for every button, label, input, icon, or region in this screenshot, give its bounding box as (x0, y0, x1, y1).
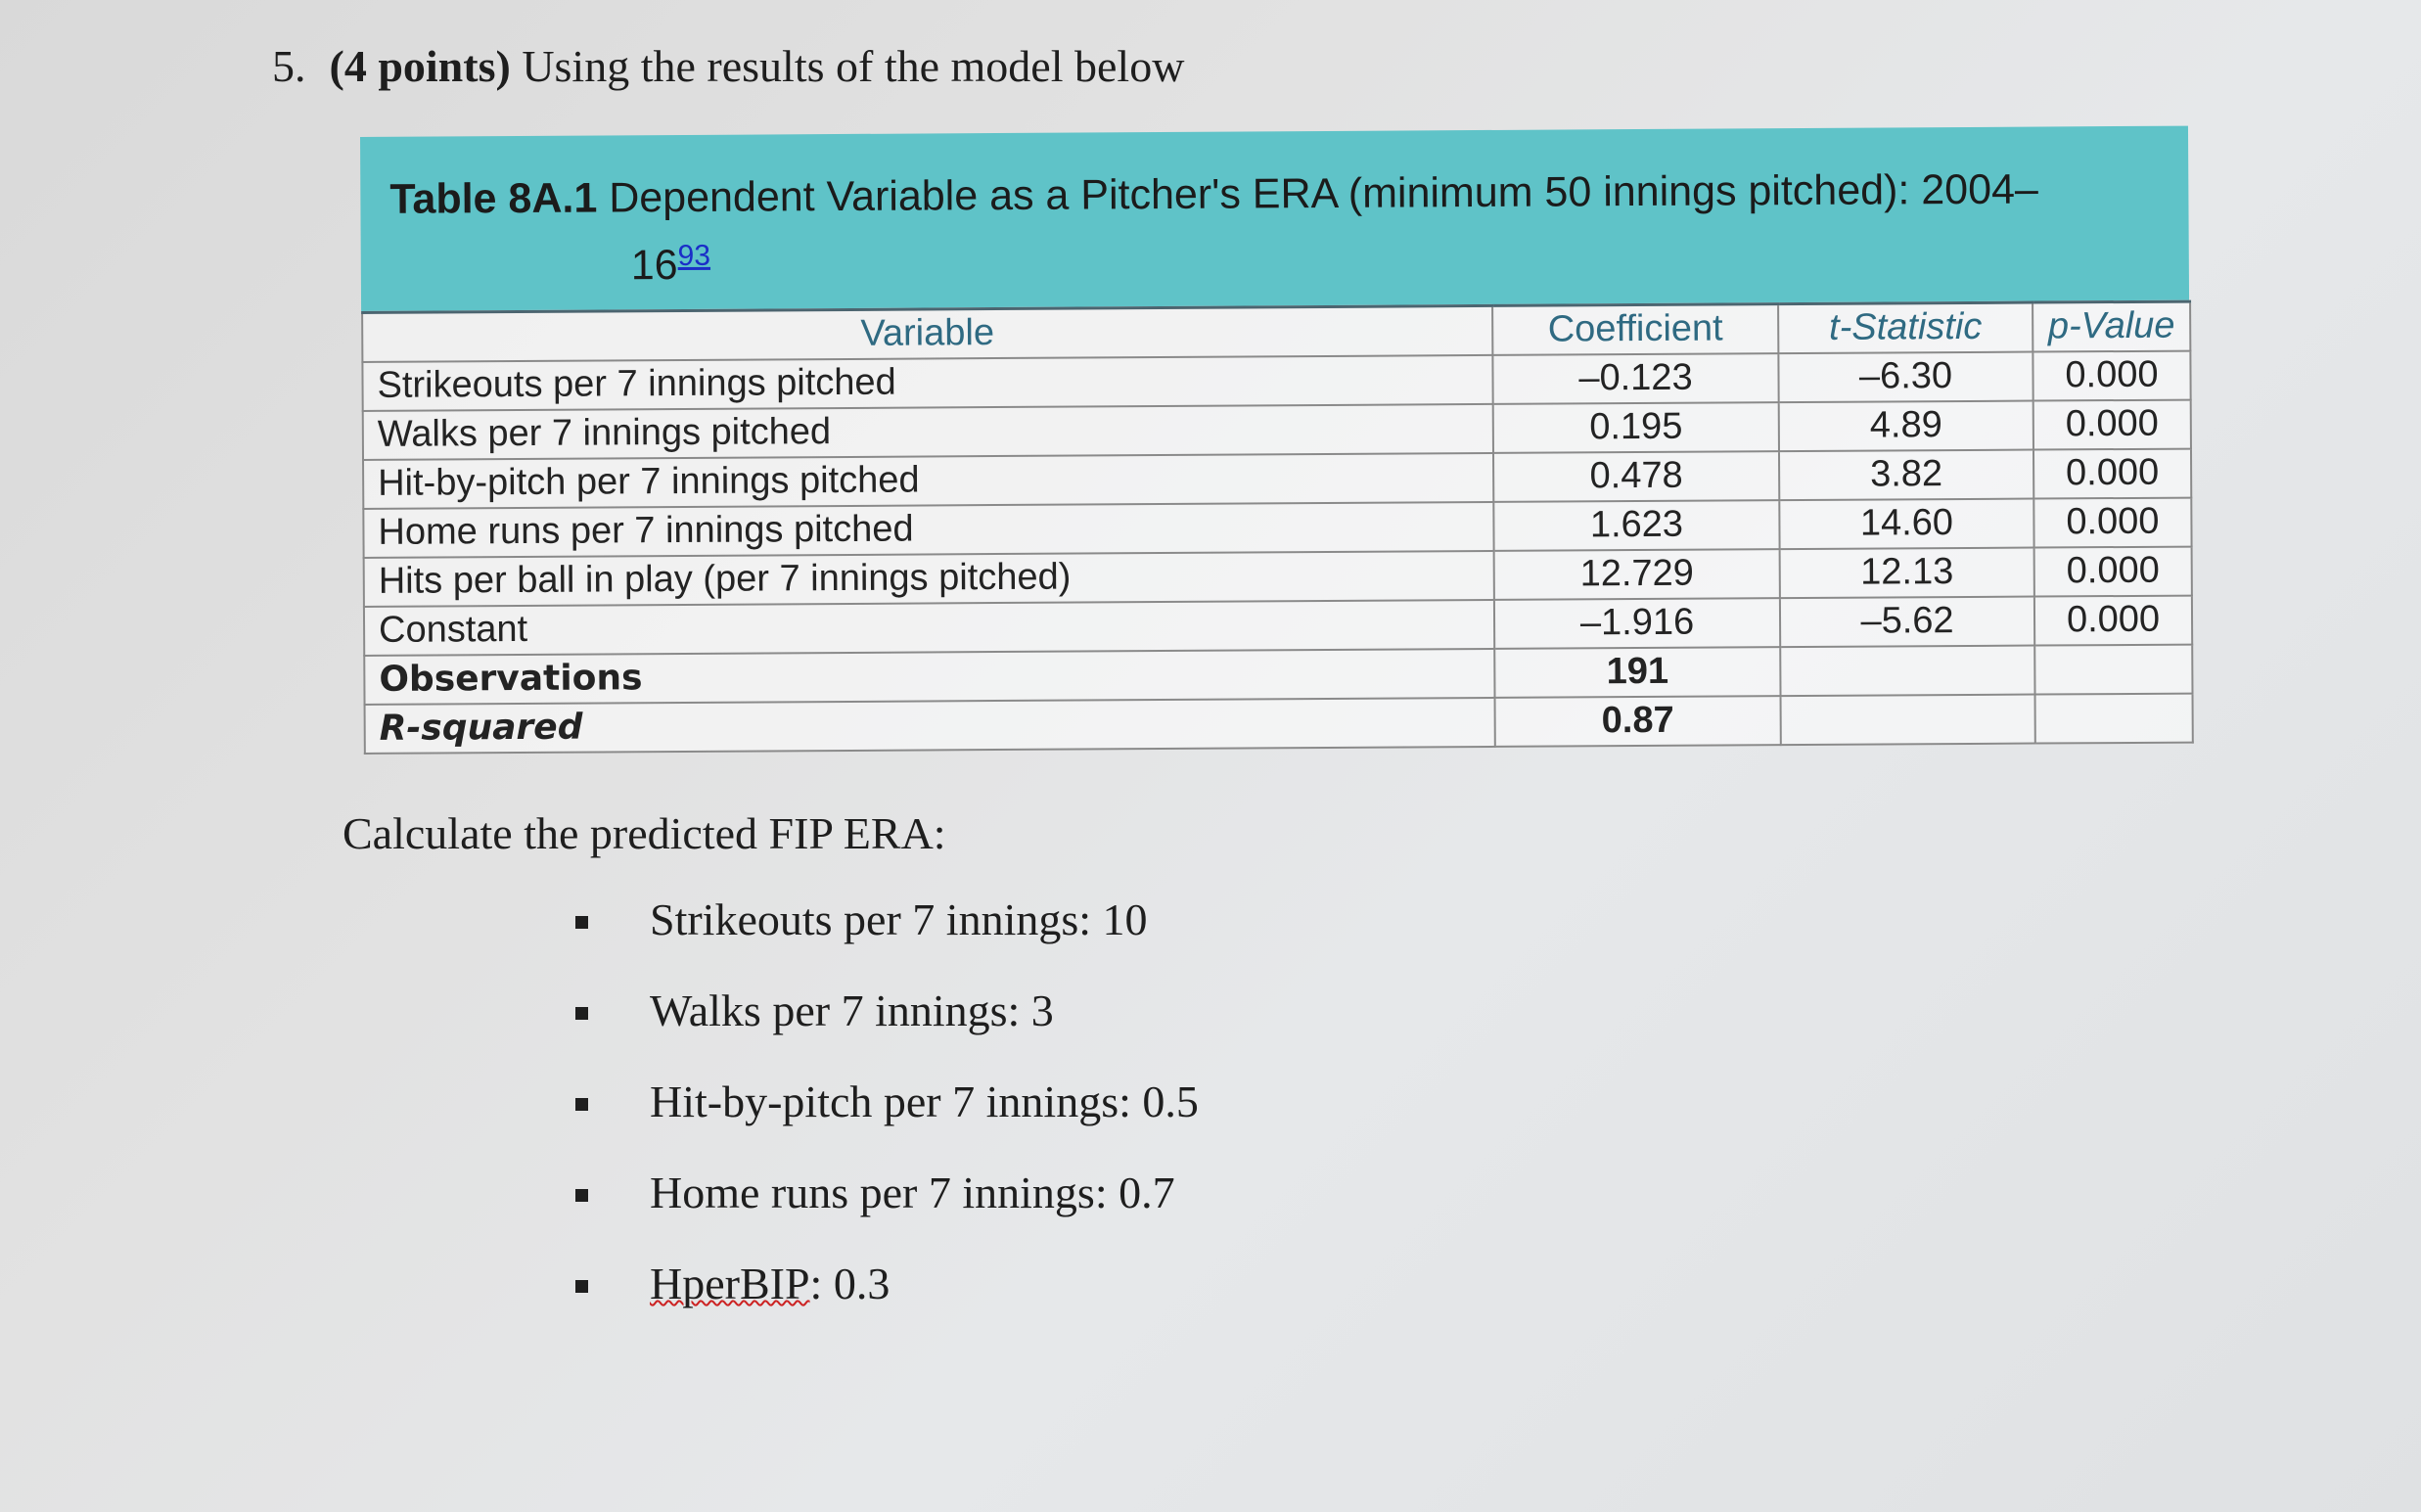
row-variable: Walks per 7 innings pitched (363, 403, 1493, 459)
row-variable: Home runs per 7 innings pitched (363, 501, 1493, 557)
bullet-icon (575, 1189, 588, 1202)
results-table (361, 300, 2194, 755)
list-item (558, 1255, 1199, 1313)
header-t-statistic: t-Statistic (1778, 302, 2033, 353)
row-t-statistic: 14.60 (1779, 498, 2033, 549)
row-coefficient: 0.478 (1493, 451, 1779, 502)
empty-cell (2034, 644, 2192, 694)
list-item (558, 1073, 1199, 1131)
row-coefficient: –0.123 (1492, 353, 1778, 404)
row-coefficient: –1.916 (1494, 598, 1780, 649)
row-variable: Constant (364, 599, 1494, 655)
row-t-statistic: 4.89 (1779, 400, 2033, 451)
row-t-statistic: 12.13 (1780, 547, 2034, 598)
observations-value: 191 (1494, 647, 1780, 698)
bullet-icon (575, 916, 588, 929)
rsquared-label: R-squared (365, 697, 1495, 753)
input-values-list (558, 891, 1199, 1346)
row-variable: Strikeouts per 7 innings pitched (362, 354, 1492, 410)
table-caption (360, 126, 2189, 311)
row-t-statistic: –6.30 (1778, 351, 2033, 402)
question-number: 5. (272, 41, 306, 91)
row-variable: Hits per ball in play (per 7 innings pitched) (364, 550, 1494, 606)
row-p-value: 0.000 (2033, 399, 2191, 449)
row-p-value: 0.000 (2034, 546, 2192, 596)
row-p-value: 0.000 (2033, 497, 2191, 547)
list-item (558, 982, 1199, 1040)
question-heading (272, 37, 1184, 96)
header-p-value: p-Value (2033, 301, 2190, 351)
row-p-value: 0.000 (2033, 350, 2190, 400)
row-p-value: 0.000 (2034, 595, 2192, 645)
row-variable: Hit-by-pitch per 7 innings pitched (363, 452, 1493, 508)
input-walks: Walks per 7 innings: 3 (650, 985, 1054, 1035)
row-coefficient: 1.623 (1493, 500, 1779, 551)
caption-line1: Dependent Variable as a Pitcher's ERA (minimum 50 innings pitched): 2004– (609, 165, 2039, 222)
row-coefficient: 0.195 (1493, 402, 1779, 453)
caption-label: Table 8A.1 (389, 174, 598, 223)
header-variable: Variable (362, 305, 1492, 361)
row-p-value: 0.000 (2033, 448, 2191, 498)
observations-label: Observations (364, 648, 1494, 704)
bullet-icon (575, 1280, 588, 1293)
bullet-icon (575, 1098, 588, 1111)
header-coefficient: Coefficient (1492, 304, 1778, 355)
caption-line2: 16 (630, 242, 678, 290)
row-t-statistic: –5.62 (1780, 596, 2034, 647)
input-hit-by-pitch: Hit-by-pitch per 7 innings: 0.5 (650, 1077, 1199, 1126)
list-item (558, 891, 1199, 949)
question-points: (4 points) (329, 41, 511, 91)
regression-table (360, 126, 2192, 755)
footnote-link[interactable]: 93 (677, 239, 711, 273)
empty-cell (2035, 693, 2193, 743)
empty-cell (1781, 694, 2035, 745)
input-strikeouts: Strikeouts per 7 innings: 10 (650, 894, 1148, 944)
empty-cell (1780, 645, 2034, 696)
list-item (558, 1164, 1199, 1222)
input-home-runs: Home runs per 7 innings: 0.7 (650, 1168, 1175, 1217)
rsquared-value: 0.87 (1495, 696, 1781, 747)
bullet-icon (575, 1007, 588, 1020)
row-coefficient: 12.729 (1494, 549, 1780, 600)
question-text: Using the results of the model below (522, 41, 1185, 91)
input-hperbip-name: HperBIP (650, 1259, 810, 1308)
row-t-statistic: 3.82 (1779, 449, 2033, 500)
rsquared-row (365, 693, 2193, 753)
calculation-prompt: Calculate the predicted FIP ERA: (343, 808, 946, 858)
input-hperbip-value: : 0.3 (809, 1259, 891, 1308)
